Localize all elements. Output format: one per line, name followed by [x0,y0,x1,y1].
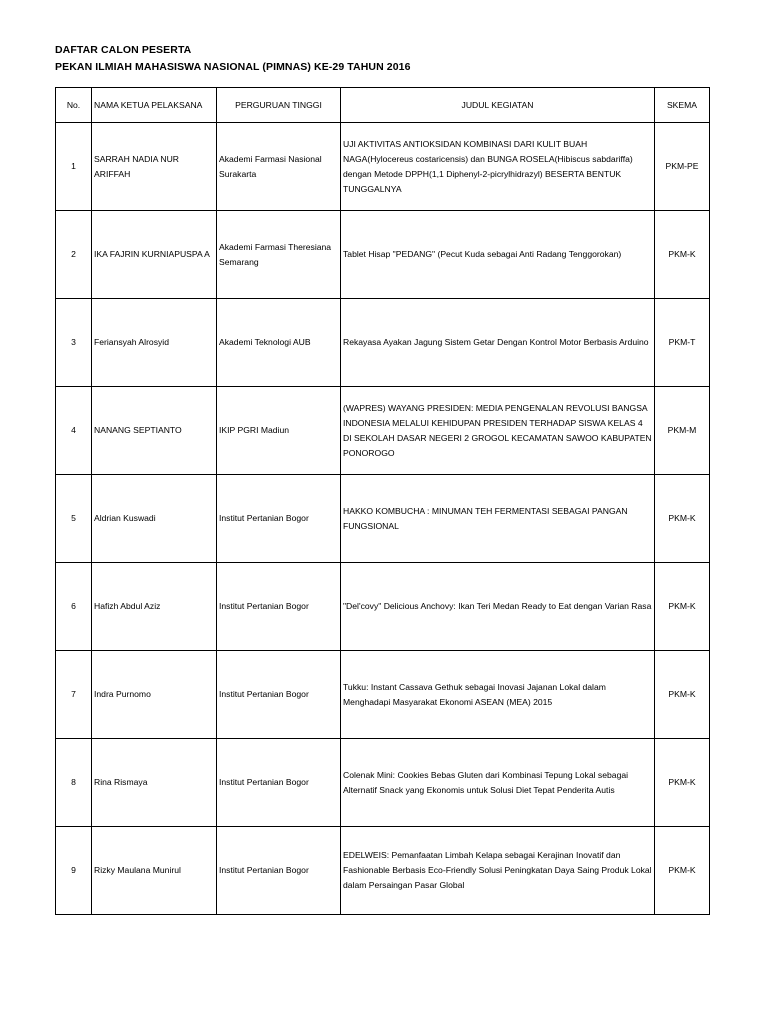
cell-nama: Feriansyah Alrosyid [92,299,217,387]
cell-no: 8 [56,739,92,827]
participants-table [55,87,710,915]
cell-perguruan-tinggi: Institut Pertanian Bogor [217,827,341,915]
header-perguruan-tinggi: PERGURUAN TINGGI [217,88,341,123]
cell-perguruan-tinggi: IKIP PGRI Madiun [217,387,341,475]
cell-no: 3 [56,299,92,387]
cell-no: 5 [56,475,92,563]
cell-judul: (WAPRES) WAYANG PRESIDEN: MEDIA PENGENALAN REVOLUSI BANGSA INDONESIA MELALUI KEHIDUPAN PRESIDEN TERHADAP SISWA KELAS 4 DI SEKOLAH DASAR NEGERI 2 GROGOL KECAMATAN SAWOO KABUPATEN PONOROGO [341,387,655,475]
cell-perguruan-tinggi: Akademi Farmasi Theresiana Semarang [217,211,341,299]
cell-nama: Indra Purnomo [92,651,217,739]
cell-judul: Colenak Mini: Cookies Bebas Gluten dari Kombinasi Tepung Lokal sebagai Alternatif Snack yang Ekonomis untuk Solusi Diet Tepat Penderita Autis [341,739,655,827]
cell-no: 6 [56,563,92,651]
cell-no: 4 [56,387,92,475]
document-subtitle: PEKAN ILMIAH MAHASISWA NASIONAL (PIMNAS) KE-29 TAHUN 2016 [55,61,411,73]
cell-judul: UJI AKTIVITAS ANTIOKSIDAN KOMBINASI DARI KULIT BUAH NAGA(Hylocereus costaricensis) dan BUNGA ROSELA(Hibiscus sabdariffa) dengan Metode DPPH(1,1 Diphenyl-2-picrylhidrazyl) BESERTA BENTUK TUNGGALNYA [341,123,655,211]
cell-skema: PKM-K [655,827,710,915]
cell-skema: PKM-PE [655,123,710,211]
cell-judul: "Del'covy" Delicious Anchovy: Ikan Teri Medan Ready to Eat dengan Varian Rasa [341,563,655,651]
cell-no: 7 [56,651,92,739]
table-row [56,563,710,651]
table-row [56,387,710,475]
cell-skema: PKM-T [655,299,710,387]
header-nama-ketua: NAMA KETUA PELAKSANA [92,88,217,123]
header-skema: SKEMA [655,88,710,123]
table-row [56,827,710,915]
cell-judul: HAKKO KOMBUCHA : MINUMAN TEH FERMENTASI SEBAGAI PANGAN FUNGSIONAL [341,475,655,563]
cell-perguruan-tinggi: Institut Pertanian Bogor [217,475,341,563]
table-row [56,739,710,827]
cell-judul: Tablet Hisap "PEDANG" (Pecut Kuda sebagai Anti Radang Tenggorokan) [341,211,655,299]
table-row [56,299,710,387]
cell-nama: IKA FAJRIN KURNIAPUSPA A [92,211,217,299]
table-row [56,211,710,299]
cell-no: 9 [56,827,92,915]
cell-no: 2 [56,211,92,299]
cell-nama: NANANG SEPTIANTO [92,387,217,475]
cell-skema: PKM-M [655,387,710,475]
cell-perguruan-tinggi: Institut Pertanian Bogor [217,563,341,651]
cell-skema: PKM-K [655,739,710,827]
cell-judul: Tukku: Instant Cassava Gethuk sebagai Inovasi Jajanan Lokal dalam Menghadapi Masyarakat Ekonomi ASEAN (MEA) 2015 [341,651,655,739]
header-no: No. [56,88,92,123]
cell-no: 1 [56,123,92,211]
cell-nama: Aldrian Kuswadi [92,475,217,563]
cell-nama: Rina Rismaya [92,739,217,827]
header-judul-kegiatan: JUDUL KEGIATAN [341,88,655,123]
cell-skema: PKM-K [655,563,710,651]
cell-perguruan-tinggi: Akademi Farmasi Nasional Surakarta [217,123,341,211]
table-row [56,475,710,563]
cell-skema: PKM-K [655,211,710,299]
document-title: DAFTAR CALON PESERTA [55,44,192,56]
table-row [56,123,710,211]
cell-judul: EDELWEIS: Pemanfaatan Limbah Kelapa sebagai Kerajinan Inovatif dan Fashionable Berbasis Eco-Friendly Solusi Peningkatan Daya Saing Produk Lokal dalam Persaingan Pasar Global [341,827,655,915]
cell-perguruan-tinggi: Akademi Teknologi AUB [217,299,341,387]
table-row [56,651,710,739]
table-header-row [56,88,710,123]
cell-nama: Rizky Maulana Munirul [92,827,217,915]
cell-skema: PKM-K [655,475,710,563]
cell-nama: Hafizh Abdul Aziz [92,563,217,651]
cell-judul: Rekayasa Ayakan Jagung Sistem Getar Dengan Kontrol Motor Berbasis Arduino [341,299,655,387]
cell-skema: PKM-K [655,651,710,739]
cell-perguruan-tinggi: Institut Pertanian Bogor [217,651,341,739]
cell-nama: SARRAH NADIA NUR ARIFFAH [92,123,217,211]
cell-perguruan-tinggi: Institut Pertanian Bogor [217,739,341,827]
